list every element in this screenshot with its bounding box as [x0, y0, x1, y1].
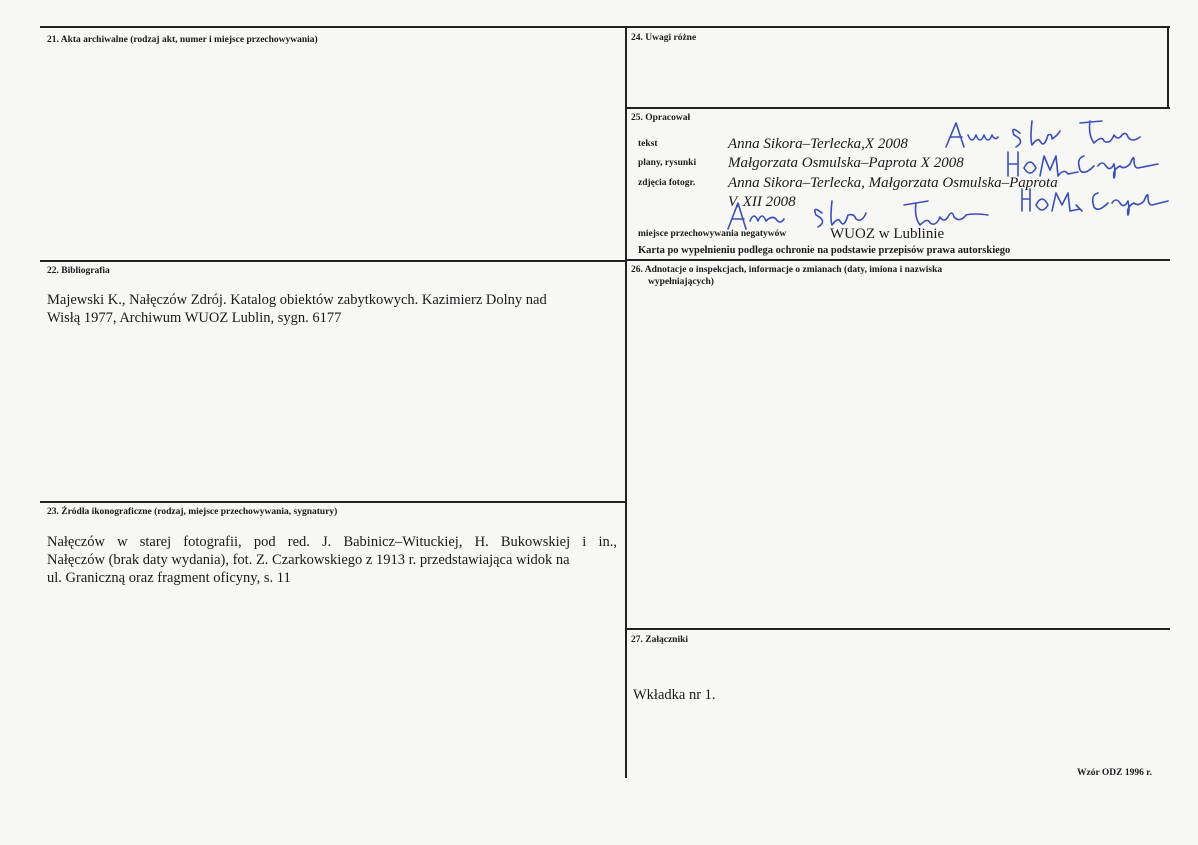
author-photos-value: Anna Sikora–Terlecka, Małgorzata Osmulska–Paprota [728, 175, 1058, 191]
bibliography-line-1: Majewski K., Nałęczów Zdrój. Katalog obiektów zabytkowych. Kazimierz Dolny nad [47, 292, 547, 308]
negatives-value: WUOZ w Lublinie [830, 226, 945, 242]
form-id: Wzór ODZ 1996 r. [1077, 768, 1152, 778]
copyright-note: Karta po wypełnieniu podlega ochronie na podstawie przepisów prawa autorskiego [638, 245, 1011, 256]
attachment-text: Wkładka nr 1. [633, 687, 716, 703]
divider-21-22 [40, 260, 627, 262]
photo-date: V, XII 2008 [728, 194, 796, 210]
section-21-title: 21. Akta archiwalne (rodzaj akt, numer i miejsce przechowywania) [47, 35, 318, 45]
section-25-title: 25. Opracował [631, 113, 691, 123]
iconography-line-1: Nałęczów w starej fotografii, pod red. J. Babinicz–Wituckiej, H. Bukowskiej i in., [47, 534, 617, 550]
divider-26-27 [625, 628, 1170, 630]
author-text-value: Anna Sikora–Terlecka,X 2008 [728, 136, 908, 152]
divider-25-26 [625, 259, 1170, 261]
right-border-top [1167, 26, 1169, 108]
top-border [40, 26, 1170, 28]
bibliography-line-2: Wisłą 1977, Archiwum WUOZ Lublin, sygn. 6177 [47, 310, 342, 326]
author-photos-label: zdjęcia fotogr. [638, 178, 696, 188]
signature-photos-author-1 [724, 197, 1014, 233]
iconography-line-3: ul. Graniczną oraz fragment oficyny, s. 11 [47, 570, 291, 586]
section-26-title-line-2: wypełniających) [648, 277, 714, 287]
section-24-title: 24. Uwagi różne [631, 33, 697, 43]
divider-24-25 [625, 107, 1170, 109]
negatives-label: miejsce przechowywania negatywów [638, 229, 787, 239]
section-27-title: 27. Załączniki [631, 635, 689, 645]
author-text-label: tekst [638, 139, 658, 149]
divider-22-23 [40, 501, 627, 503]
center-divider [625, 26, 627, 778]
section-23-title: 23. Źródła ikonograficzne (rodzaj, miejsce przechowywania, sygnatury) [47, 507, 338, 517]
iconography-line-2: Nałęczów (brak daty wydania), fot. Z. Czarkowskiego z 1913 r. przedstawiająca widok na [47, 552, 570, 568]
signature-plans-author [1004, 146, 1174, 182]
author-plans-value: Małgorzata Osmulska–Paprota X 2008 [728, 155, 964, 171]
section-26-title-line-1: 26. Adnotacje o inspekcjach, informacje o zmianach (daty, imiona i nazwiska [631, 265, 943, 275]
section-22-title: 22. Bibliografia [47, 266, 110, 276]
signature-photos-author-2 [1018, 183, 1178, 219]
author-plans-label: plany, rysunki [638, 158, 697, 168]
